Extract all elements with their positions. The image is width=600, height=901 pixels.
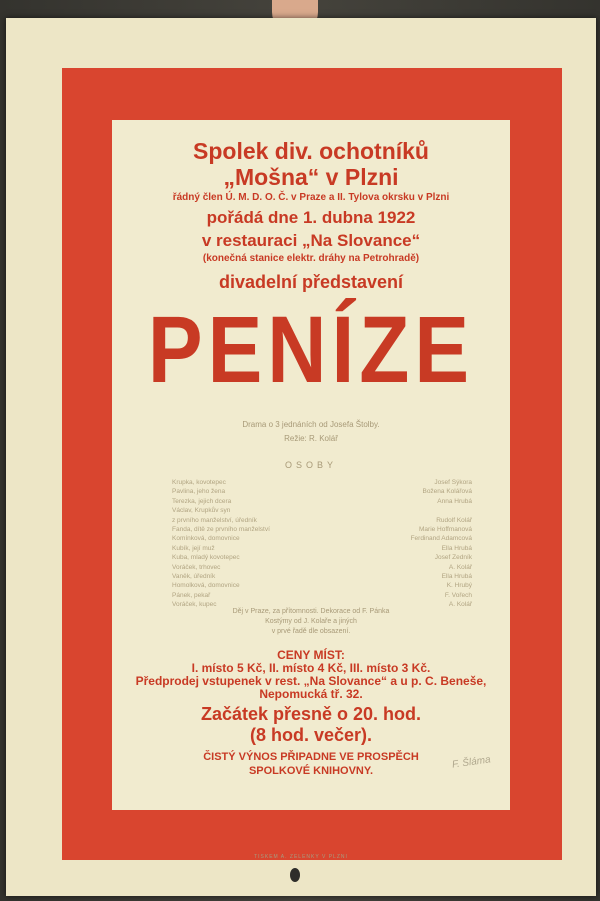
cast-role: Pavlina, jeho žena	[172, 488, 226, 496]
presale-line: Předprodej vstupenek v rest. „Na Slovance“ a u p. C. Beneše,	[135, 674, 487, 688]
printer-imprint: TISKEM A. ZELENKY V PLZNI	[254, 854, 348, 860]
cast-role: Homolková, domovnice	[172, 582, 240, 590]
cast-actor: K. Hrubý	[446, 582, 472, 590]
cast-role: Terezka, jejich dcera	[172, 497, 232, 505]
cast-row	[172, 544, 472, 553]
play-title: PENÍZE	[147, 298, 475, 403]
cast-actor: Josef Sýkora	[434, 479, 472, 486]
cast-role: Voráček, kupec	[172, 601, 217, 609]
cast-actor: Anna Hrubá	[437, 497, 472, 505]
society-name: Spolek div. ochotníků	[193, 138, 429, 164]
cast-row	[172, 516, 472, 525]
cast-role: z prvního manželství, úředník	[172, 516, 257, 524]
start-time: Začátek přesně o 20. hod.	[200, 704, 422, 724]
poster-paper	[6, 18, 596, 896]
cast-actor: Marie Hoffmanová	[419, 526, 472, 534]
cast-row	[172, 563, 472, 572]
proceeds-line-2: SPOLKOVÉ KNIHOVNY.	[248, 765, 374, 777]
cast-list	[172, 478, 472, 610]
cast-role: Václav, Krupkův syn	[172, 507, 231, 515]
cast-row	[172, 478, 472, 487]
cast-role: Pánek, pekař	[172, 591, 211, 599]
society-location: „Mošna“ v Plzni	[223, 164, 399, 190]
pencil-signature: F. Šláma	[451, 754, 492, 771]
note-line-2: Kostýmy od J. Kolaře a jiných	[265, 618, 357, 625]
cast-actor: Ella Hrubá	[441, 573, 472, 581]
membership-line: řádný člen Ú. M. D. O. Č. v Praze a II. Tylova okrsku v Plzni	[172, 192, 450, 203]
note-line-3: v prvé řadě dle obsazení.	[271, 628, 351, 635]
cast-row	[172, 553, 472, 562]
cast-role: Voráček, trhovec	[172, 563, 221, 571]
cast-actor: F. Vořech	[444, 591, 472, 599]
cast-actor: A. Kolář	[448, 601, 472, 609]
cast-actor: Božena Kolářová	[422, 488, 472, 496]
cast-row	[172, 506, 472, 515]
cast-row	[172, 534, 472, 543]
cast-role: Kubík, její muž	[172, 544, 215, 552]
cast-actor: Ella Hrubá	[441, 544, 472, 552]
cast-row	[172, 581, 472, 590]
venue-note: (konečná stanice elektr. dráhy na Petrohradě)	[202, 253, 420, 264]
cast-actor: Rudolf Kolář	[436, 516, 472, 524]
poster-inner-panel	[112, 120, 510, 810]
cast-row	[172, 591, 472, 600]
performance-type: divadelní představení	[218, 272, 404, 292]
cast-role: Komínková, domovnice	[172, 535, 240, 543]
cast-row	[172, 572, 472, 581]
cast-actor: A. Kolář	[448, 563, 472, 571]
paper-tear	[290, 868, 300, 882]
cast-role: Vaněk, úředník	[172, 573, 216, 581]
cast-role: Kuba, mladý kovotepec	[172, 554, 240, 562]
cast-role: Krupka, kovotepec	[172, 479, 226, 486]
cast-row	[172, 497, 472, 506]
start-time-evening: (8 hod. večer).	[249, 725, 373, 745]
cast-actor: Josef Zedník	[434, 554, 472, 562]
play-description: Drama o 3 jednáních od Josefa Štolby.	[242, 420, 380, 429]
date-line: pořádá dne 1. dubna 1922	[206, 208, 416, 227]
prices-heading: CENY MÍST:	[277, 648, 345, 662]
proceeds-line-1: ČISTÝ VÝNOS PŘIPADNE VE PROSPĚCH	[203, 751, 419, 763]
venue-line: v restauraci „Na Slovance“	[201, 231, 421, 250]
cast-heading: OSOBY	[284, 460, 337, 470]
director-line: Režie: R. Kolář	[284, 434, 338, 443]
note-line-1: Děj v Praze, za přítomnosti. Dekorace od F. Pánka	[232, 608, 390, 615]
cast-row	[172, 525, 472, 534]
prices-line: I. místo 5 Kč, II. místo 4 Kč, III. místo 3 Kč.	[191, 661, 431, 675]
cast-row	[172, 487, 472, 496]
cast-role: Fanda, dítě ze prvního manželství	[172, 526, 270, 534]
cast-actor: Ferdinand Adamcová	[410, 535, 472, 543]
presale-address: Nepomucká tř. 32.	[259, 687, 363, 701]
